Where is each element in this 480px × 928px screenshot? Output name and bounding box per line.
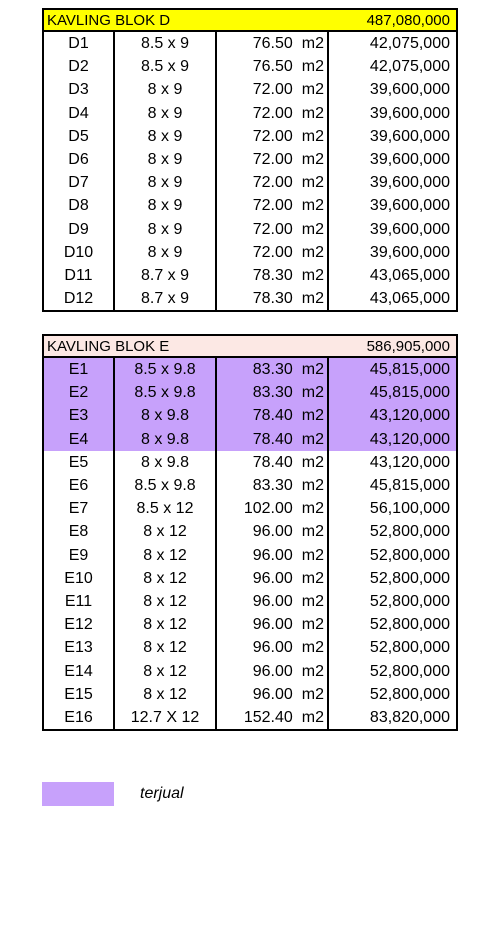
lot-area-cell bbox=[216, 404, 328, 427]
lot-area-unit: m2 bbox=[301, 662, 324, 680]
lot-id-cell: E11 bbox=[64, 593, 93, 611]
lot-area-value: 76.50 bbox=[252, 35, 293, 52]
lot-price-cell: 42,075,000 bbox=[369, 58, 450, 76]
lot-dimension-cell: 8 x 9.8 bbox=[114, 451, 216, 474]
block-d-title: KAVLING BLOK D bbox=[47, 11, 171, 29]
lot-area-value: 78.30 bbox=[252, 267, 293, 285]
lot-id-cell: E8 bbox=[68, 523, 89, 541]
lot-area-unit: m2 bbox=[301, 243, 324, 261]
lot-dimension-cell: 8 x 9 bbox=[114, 218, 216, 241]
table-row bbox=[44, 451, 456, 474]
lot-area-cell bbox=[216, 218, 328, 241]
lot-dimension-cell: 8 x 12 bbox=[114, 544, 216, 567]
lot-area-unit: m2 bbox=[301, 523, 324, 541]
lot-id-cell: D4 bbox=[68, 104, 89, 122]
lot-area-value: 83.30 bbox=[252, 361, 293, 378]
table-row bbox=[44, 102, 456, 125]
table-row bbox=[44, 264, 456, 287]
lot-id-cell: E13 bbox=[64, 639, 93, 657]
lot-area-value: 72.00 bbox=[252, 220, 293, 238]
lot-area-value: 83.30 bbox=[252, 384, 293, 402]
lot-id-cell: E6 bbox=[68, 477, 89, 495]
lot-area-unit: m2 bbox=[301, 174, 324, 192]
lot-id-cell: D2 bbox=[68, 58, 89, 76]
lot-id-cell: E14 bbox=[64, 662, 93, 680]
lot-price-cell: 39,600,000 bbox=[369, 151, 450, 169]
block-d-header bbox=[44, 10, 456, 32]
lot-price-cell: 52,800,000 bbox=[369, 662, 450, 680]
lot-area-value: 78.40 bbox=[252, 430, 293, 448]
table-row bbox=[44, 660, 456, 683]
lot-area-value: 72.00 bbox=[252, 243, 293, 261]
lot-area-value: 96.00 bbox=[252, 569, 293, 587]
lot-area-cell bbox=[216, 683, 328, 706]
lot-price-cell: 52,800,000 bbox=[369, 616, 450, 634]
lot-area-unit: m2 bbox=[301, 593, 324, 611]
lot-dimension-cell: 8.7 x 9 bbox=[114, 287, 216, 310]
lot-id-cell: E7 bbox=[68, 500, 89, 518]
lot-area-cell bbox=[216, 544, 328, 567]
lot-area-unit: m2 bbox=[301, 127, 324, 145]
lot-price-cell: 43,065,000 bbox=[369, 267, 450, 285]
lot-area-unit: m2 bbox=[301, 151, 324, 169]
lot-area-unit: m2 bbox=[301, 477, 324, 495]
legend-sold-label: terjual bbox=[140, 785, 184, 802]
lot-area-value: 72.00 bbox=[252, 151, 293, 169]
lot-dimension-cell: 8 x 9 bbox=[114, 241, 216, 264]
lot-area-cell bbox=[216, 497, 328, 520]
table-row bbox=[44, 218, 456, 241]
lot-area-unit: m2 bbox=[301, 500, 324, 518]
lot-area-cell bbox=[216, 706, 328, 729]
lot-price-cell: 42,075,000 bbox=[369, 35, 450, 52]
lot-area-cell bbox=[216, 520, 328, 543]
table-row bbox=[44, 497, 456, 520]
lot-id-cell: E12 bbox=[64, 616, 93, 634]
lot-dimension-cell: 8 x 9 bbox=[114, 125, 216, 148]
table-row bbox=[44, 590, 456, 613]
lot-price-cell: 52,800,000 bbox=[369, 685, 450, 703]
lot-id-cell: E3 bbox=[44, 404, 114, 427]
lot-dimension-cell: 8 x 9.8 bbox=[114, 404, 216, 427]
lot-area-cell bbox=[216, 660, 328, 683]
lot-price-cell: 56,100,000 bbox=[369, 500, 450, 518]
lot-id-cell: E16 bbox=[64, 709, 93, 727]
lot-price-cell: 45,815,000 bbox=[328, 358, 456, 381]
lot-area-value: 72.00 bbox=[252, 197, 293, 215]
lot-area-value: 152.40 bbox=[243, 709, 293, 727]
block-d-total: 487,080,000 bbox=[366, 11, 450, 29]
table-row bbox=[44, 78, 456, 101]
lot-id-cell: E10 bbox=[64, 569, 93, 587]
lot-price-cell: 83,820,000 bbox=[369, 709, 450, 727]
lot-area-cell bbox=[216, 55, 328, 78]
lot-dimension-cell: 8 x 12 bbox=[114, 636, 216, 659]
lot-area-unit: m2 bbox=[301, 81, 324, 99]
block-e-header bbox=[44, 336, 456, 358]
lot-id-cell: E2 bbox=[44, 381, 114, 404]
table-row bbox=[44, 55, 456, 78]
lot-dimension-cell: 8 x 12 bbox=[114, 683, 216, 706]
lot-dimension-cell: 8.5 x 12 bbox=[114, 497, 216, 520]
table-row bbox=[44, 706, 456, 729]
lot-area-unit: m2 bbox=[301, 58, 324, 76]
lot-area-value: 78.40 bbox=[252, 407, 293, 425]
table-row bbox=[44, 683, 456, 706]
lot-area-value: 96.00 bbox=[252, 546, 293, 564]
lot-id-cell: E15 bbox=[64, 685, 93, 703]
block-d-table bbox=[42, 8, 458, 312]
lot-dimension-cell: 8 x 9 bbox=[114, 194, 216, 217]
lot-price-cell: 39,600,000 bbox=[369, 81, 450, 99]
lot-area-cell bbox=[216, 590, 328, 613]
lot-area-unit: m2 bbox=[301, 290, 324, 308]
table-row bbox=[44, 171, 456, 194]
lot-dimension-cell: 8 x 9 bbox=[114, 148, 216, 171]
lot-price-cell: 52,800,000 bbox=[369, 546, 450, 564]
lot-id-cell: E5 bbox=[68, 453, 89, 471]
lot-id-cell: E4 bbox=[44, 428, 114, 451]
lot-id-cell: E1 bbox=[44, 358, 114, 381]
lot-price-cell: 52,800,000 bbox=[369, 639, 450, 657]
lot-area-cell bbox=[216, 381, 328, 404]
lot-dimension-cell: 8 x 12 bbox=[114, 567, 216, 590]
lot-area-unit: m2 bbox=[301, 569, 324, 587]
lot-area-unit: m2 bbox=[301, 407, 324, 425]
lot-dimension-cell: 8 x 9 bbox=[114, 78, 216, 101]
lot-area-unit: m2 bbox=[301, 220, 324, 238]
lot-area-unit: m2 bbox=[301, 616, 324, 634]
lot-area-unit: m2 bbox=[301, 384, 324, 402]
lot-price-cell: 43,120,000 bbox=[328, 428, 456, 451]
lot-area-unit: m2 bbox=[301, 361, 324, 378]
lot-area-value: 102.00 bbox=[243, 500, 293, 518]
lot-price-cell: 52,800,000 bbox=[369, 593, 450, 611]
lot-area-unit: m2 bbox=[301, 197, 324, 215]
lot-id-cell: D9 bbox=[68, 220, 89, 238]
table-row bbox=[44, 32, 456, 55]
lot-area-cell bbox=[216, 241, 328, 264]
lot-dimension-cell: 8 x 12 bbox=[114, 660, 216, 683]
lot-price-cell: 43,120,000 bbox=[328, 404, 456, 427]
lot-area-value: 96.00 bbox=[252, 685, 293, 703]
block-e-rows bbox=[44, 358, 456, 729]
lot-area-cell bbox=[216, 148, 328, 171]
lot-id-cell: D10 bbox=[63, 243, 94, 261]
lot-area-cell bbox=[216, 32, 328, 55]
legend-sold-swatch bbox=[42, 782, 114, 806]
lot-price-cell: 45,815,000 bbox=[369, 477, 450, 495]
block-d-rows bbox=[44, 32, 456, 310]
table-row bbox=[44, 613, 456, 636]
lot-price-cell: 39,600,000 bbox=[369, 243, 450, 261]
lot-area-unit: m2 bbox=[301, 35, 324, 52]
lot-area-value: 72.00 bbox=[252, 104, 293, 122]
lot-area-unit: m2 bbox=[301, 685, 324, 703]
table-row bbox=[44, 567, 456, 590]
lot-area-value: 96.00 bbox=[252, 523, 293, 541]
table-row bbox=[44, 148, 456, 171]
lot-price-cell: 52,800,000 bbox=[369, 569, 450, 587]
lot-area-cell bbox=[216, 125, 328, 148]
lot-dimension-cell: 8.5 x 9.8 bbox=[114, 381, 216, 404]
lot-area-cell bbox=[216, 287, 328, 310]
lot-price-cell: 43,065,000 bbox=[369, 290, 450, 308]
table-row bbox=[44, 474, 456, 497]
lot-price-cell: 52,800,000 bbox=[369, 523, 450, 541]
lot-area-cell bbox=[216, 428, 328, 451]
table-row bbox=[44, 428, 456, 451]
lot-area-unit: m2 bbox=[301, 546, 324, 564]
lot-dimension-cell: 12.7 X 12 bbox=[114, 706, 216, 729]
lot-dimension-cell: 8 x 9.8 bbox=[114, 428, 216, 451]
lot-area-value: 78.30 bbox=[252, 290, 293, 308]
table-row bbox=[44, 287, 456, 310]
lot-area-value: 72.00 bbox=[252, 81, 293, 99]
lot-area-value: 72.00 bbox=[252, 174, 293, 192]
lot-area-cell bbox=[216, 636, 328, 659]
lot-dimension-cell: 8.5 x 9.8 bbox=[114, 358, 216, 381]
lot-area-cell bbox=[216, 78, 328, 101]
block-e-total: 586,905,000 bbox=[366, 337, 450, 355]
lot-price-cell: 43,120,000 bbox=[369, 453, 450, 471]
lot-area-cell bbox=[216, 451, 328, 474]
lot-area-cell bbox=[216, 474, 328, 497]
table-row bbox=[44, 241, 456, 264]
lot-price-cell: 39,600,000 bbox=[369, 220, 450, 238]
lot-price-cell: 39,600,000 bbox=[369, 127, 450, 145]
lot-dimension-cell: 8 x 9 bbox=[114, 171, 216, 194]
lot-area-cell bbox=[216, 567, 328, 590]
lot-price-cell: 45,815,000 bbox=[328, 381, 456, 404]
lot-area-cell bbox=[216, 358, 328, 381]
lot-area-value: 83.30 bbox=[252, 477, 293, 495]
lot-id-cell: E9 bbox=[68, 546, 89, 564]
lot-area-value: 96.00 bbox=[252, 593, 293, 611]
lot-area-value: 96.00 bbox=[252, 662, 293, 680]
lot-dimension-cell: 8.5 x 9.8 bbox=[114, 474, 216, 497]
lot-price-cell: 39,600,000 bbox=[369, 197, 450, 215]
lot-id-cell: D11 bbox=[64, 267, 93, 285]
table-row bbox=[44, 544, 456, 567]
block-e-table bbox=[42, 334, 458, 731]
lot-area-cell bbox=[216, 102, 328, 125]
lot-area-cell bbox=[216, 613, 328, 636]
table-row bbox=[44, 636, 456, 659]
lot-dimension-cell: 8.7 x 9 bbox=[114, 264, 216, 287]
lot-id-cell: D1 bbox=[68, 35, 89, 52]
lot-price-cell: 39,600,000 bbox=[369, 104, 450, 122]
lot-area-unit: m2 bbox=[301, 267, 324, 285]
table-row bbox=[44, 404, 456, 427]
lot-id-cell: D6 bbox=[68, 151, 89, 169]
lot-id-cell: D7 bbox=[68, 174, 89, 192]
lot-area-unit: m2 bbox=[301, 104, 324, 122]
lot-area-cell bbox=[216, 194, 328, 217]
table-row bbox=[44, 194, 456, 217]
lot-id-cell: D3 bbox=[68, 81, 89, 99]
lot-price-cell: 39,600,000 bbox=[369, 174, 450, 192]
block-e-title: KAVLING BLOK E bbox=[47, 337, 170, 355]
lot-area-value: 96.00 bbox=[252, 639, 293, 657]
lot-area-value: 72.00 bbox=[252, 127, 293, 145]
lot-id-cell: D12 bbox=[63, 290, 94, 308]
table-row bbox=[44, 358, 456, 381]
lot-area-cell bbox=[216, 171, 328, 194]
lot-dimension-cell: 8.5 x 9 bbox=[114, 55, 216, 78]
lot-id-cell: D8 bbox=[68, 197, 89, 215]
lot-area-unit: m2 bbox=[301, 709, 324, 727]
lot-area-cell bbox=[216, 264, 328, 287]
table-row bbox=[44, 520, 456, 543]
table-row bbox=[44, 125, 456, 148]
lot-dimension-cell: 8 x 12 bbox=[114, 613, 216, 636]
lot-area-unit: m2 bbox=[301, 639, 324, 657]
lot-id-cell: D5 bbox=[68, 127, 89, 145]
lot-dimension-cell: 8 x 12 bbox=[114, 590, 216, 613]
lot-area-value: 78.40 bbox=[252, 453, 293, 471]
lot-dimension-cell: 8.5 x 9 bbox=[114, 32, 216, 55]
table-row bbox=[44, 381, 456, 404]
lot-dimension-cell: 8 x 12 bbox=[114, 520, 216, 543]
lot-area-value: 96.00 bbox=[252, 616, 293, 634]
lot-dimension-cell: 8 x 9 bbox=[114, 102, 216, 125]
lot-area-unit: m2 bbox=[301, 430, 324, 448]
lot-area-value: 76.50 bbox=[252, 58, 293, 76]
lot-area-unit: m2 bbox=[301, 453, 324, 471]
